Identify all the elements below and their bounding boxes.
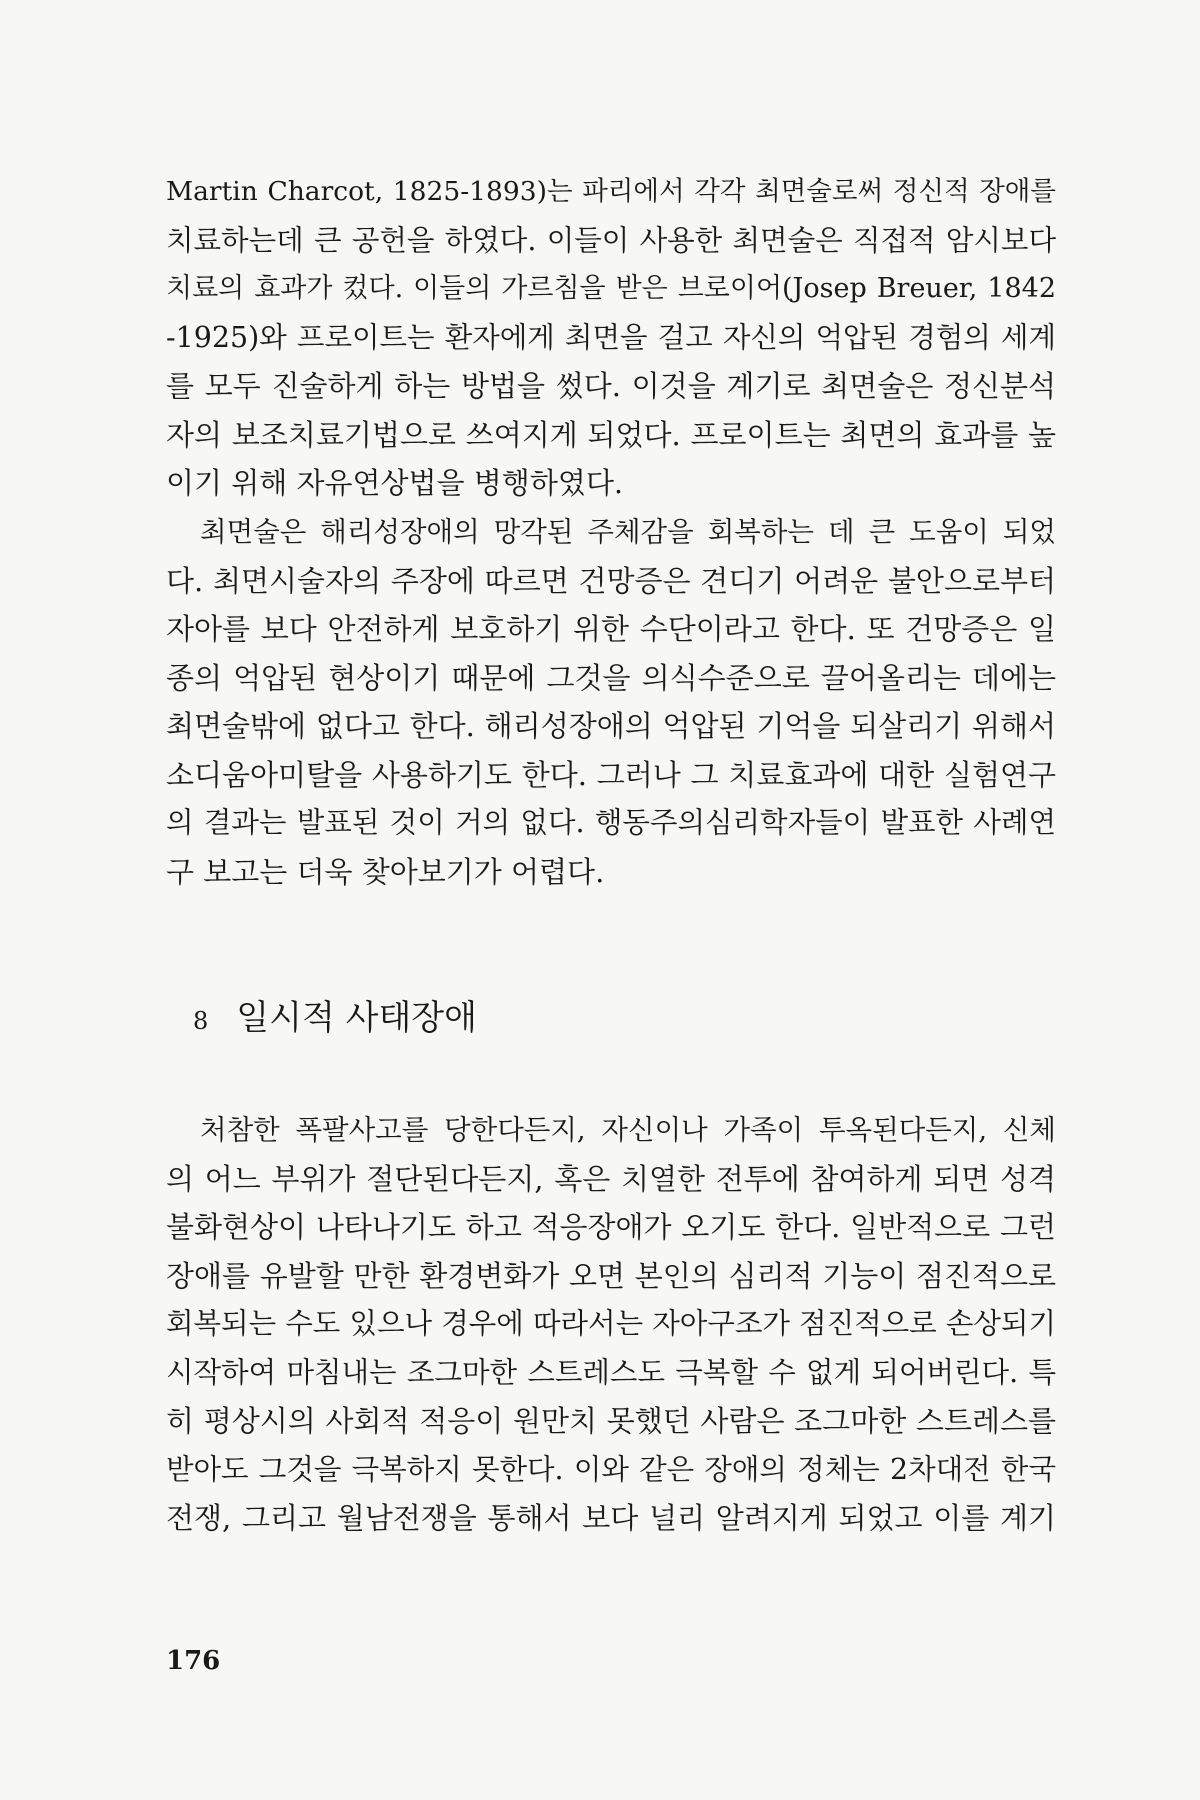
text-line: 최면술밖에 없다고 한다. 해리성장애의 억압된 기억을 되살리기 위해서 <box>166 709 1056 743</box>
text-line: 처참한 폭팔사고를 당한다든지, 자신이나 가족이 투옥된다든지, 신체 <box>200 1114 1056 1146</box>
paragraph-hypnosis-history <box>166 168 1056 508</box>
text-line: 시작하여 마침내는 조그마한 스트레스도 극복할 수 없게 되어버린다. 특 <box>166 1355 1056 1389</box>
text-line: 의 결과는 발표된 것이 거의 없다. 행동주의심리학자들이 발표한 사례연 <box>166 806 1056 839</box>
text-line: 소디움아미탈을 사용하기도 한다. 그러나 그 치료효과에 대한 실험연구 <box>166 757 1056 792</box>
text-line: 치료하는데 큰 공헌을 하였다. 이들이 사용한 최면술은 직접적 암시보다 <box>166 223 1056 257</box>
text-line: 를 모두 진술하게 하는 방법을 썼다. 이것을 계기로 최면술은 정신분석 <box>166 369 1056 403</box>
section-title: 일시적 사태장애 <box>236 998 477 1038</box>
text-line: 구 보고는 더욱 찾아보기가 어렵다. <box>166 854 605 889</box>
text-line: 다. 최면시술자의 주장에 따르면 건망증은 견디기 어려운 불안으로부터 <box>166 563 1056 598</box>
paragraph-situational-disorder <box>166 1106 1056 1543</box>
text-line: 받아도 그것을 극복하지 못한다. 이와 같은 장애의 정체는 2차대전 한국 <box>166 1452 1056 1486</box>
text-line: Martin Charcot, 1825-1893)는 파리에서 각각 최면술로써 정신적 장애를 <box>166 176 1056 207</box>
text-line: 종의 억압된 현상이기 때문에 그것을 의식수준으로 끌어올리는 데에는 <box>166 660 1056 695</box>
text-line: 치료의 효과가 컸다. 이들의 가르침을 받은 브로이어(Josep Breuer, 1842 <box>166 273 1056 304</box>
section-heading <box>193 990 477 1039</box>
text-line: 자의 보조치료기법으로 쓰여지게 되었다. 프로이트는 최면의 효과를 높 <box>166 417 1056 452</box>
text-line: 전쟁, 그리고 월남전쟁을 통해서 보다 널리 알려지게 되었고 이를 계기 <box>166 1501 1056 1535</box>
text-line: 히 평상시의 사회적 적응이 원만치 못했던 사람은 조그마한 스트레스를 <box>166 1404 1056 1438</box>
paragraph-hypnosis-amnesia <box>166 508 1056 896</box>
text-line: 이기 위해 자유연상법을 병행하였다. <box>166 466 624 500</box>
text-line: 최면술은 해리성장애의 망각된 주체감을 회복하는 데 큰 도움이 되었 <box>200 516 1056 548</box>
text-line: 회복되는 수도 있으나 경우에 따라서는 자아구조가 점진적으로 손상되기 <box>166 1307 1056 1340</box>
text-line: 자아를 보다 안전하게 보호하기 위한 수단이라고 한다. 또 건망증은 일 <box>166 612 1056 646</box>
section-number: 8 <box>193 1007 209 1035</box>
page-number: 176 <box>166 1646 221 1676</box>
text-line: 불화현상이 나타나기도 하고 적응장애가 오기도 한다. 일반적으로 그런 <box>166 1210 1056 1244</box>
text-line: -1925)와 프로이트는 환자에게 최면을 걸고 자신의 억압된 경험의 세계 <box>166 320 1056 354</box>
text-line: 장애를 유발할 만한 환경변화가 오면 본인의 심리적 기능이 점진적으로 <box>166 1258 1056 1293</box>
text-line: 의 어느 부위가 절단된다든지, 혹은 치열한 전투에 참여하게 되면 성격 <box>166 1161 1056 1196</box>
